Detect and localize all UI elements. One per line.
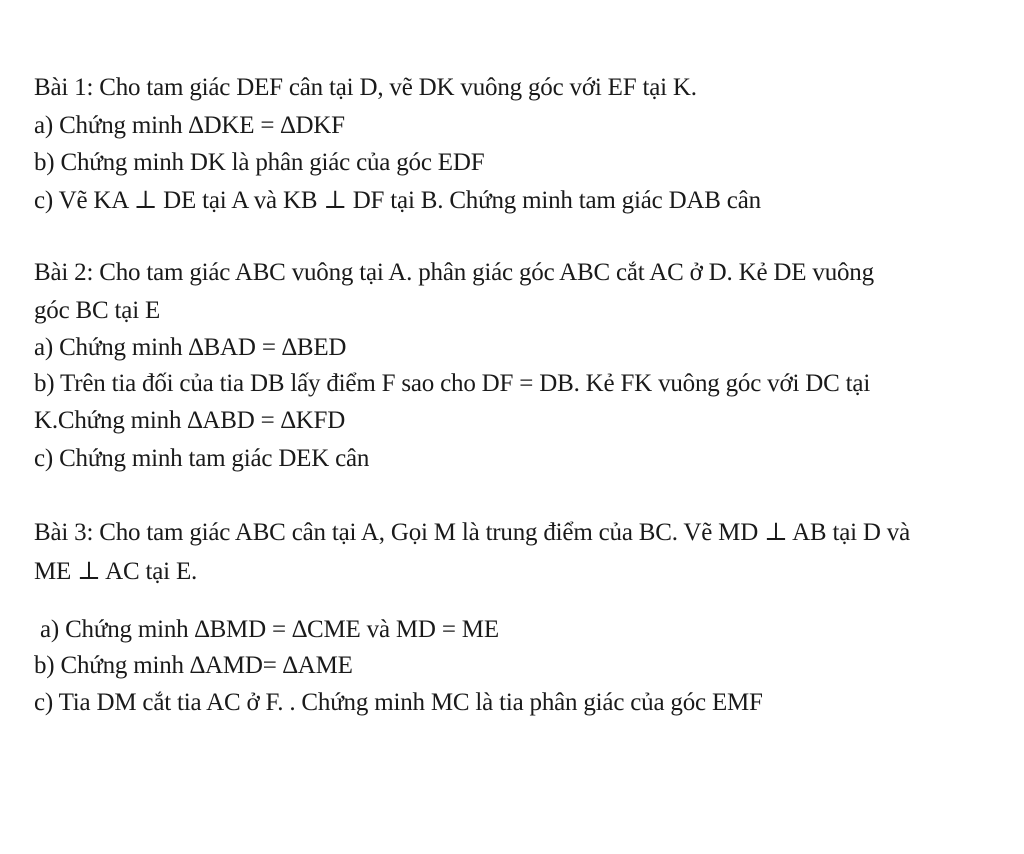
exercise-1-part-b: b) Chứng minh DK là phân giác của góc EDF [34, 149, 485, 176]
exercise-1-part-a: a) Chứng minh ∆DKE = ∆DKF [34, 112, 345, 139]
exercise-2-part-b-continued: K.Chứng minh ∆ABD = ∆KFD [34, 407, 346, 434]
exercise-3-part-b: b) Chứng minh ∆AMD= ∆AME [34, 652, 353, 679]
exercise-2-title-continued: góc BC tại E [34, 297, 161, 324]
exercise-3-title-continued: ME ⊥ AC tại E. [34, 558, 198, 585]
exercise-2-part-a: a) Chứng minh ∆BAD = ∆BED [34, 334, 347, 361]
exercise-3-part-c: c) Tia DM cắt tia AC ở F. . Chứng minh MC là tia phân giác của góc EMF [34, 689, 763, 716]
exercise-2-title: Bài 2: Cho tam giác ABC vuông tại A. phân giác góc ABC cắt AC ở D. Kẻ DE vuông [34, 259, 874, 286]
exercise-1-part-c: c) Vẽ KA ⊥ DE tại A và KB ⊥ DF tại B. Chứng minh tam giác DAB cân [34, 187, 761, 214]
exercise-3-part-a: a) Chứng minh ∆BMD = ∆CME và MD = ME [40, 616, 499, 643]
exercise-2-part-b: b) Trên tia đối của tia DB lấy điểm F sao cho DF = DB. Kẻ FK vuông góc với DC tại [34, 370, 871, 397]
exercise-2-part-c: c) Chứng minh tam giác DEK cân [34, 445, 370, 472]
exercise-1-title: Bài 1: Cho tam giác DEF cân tại D, vẽ DK vuông góc với EF tại K. [34, 74, 697, 101]
exercise-3-title: Bài 3: Cho tam giác ABC cân tại A, Gọi M là trung điểm của BC. Vẽ MD ⊥ AB tại D và [34, 519, 910, 546]
